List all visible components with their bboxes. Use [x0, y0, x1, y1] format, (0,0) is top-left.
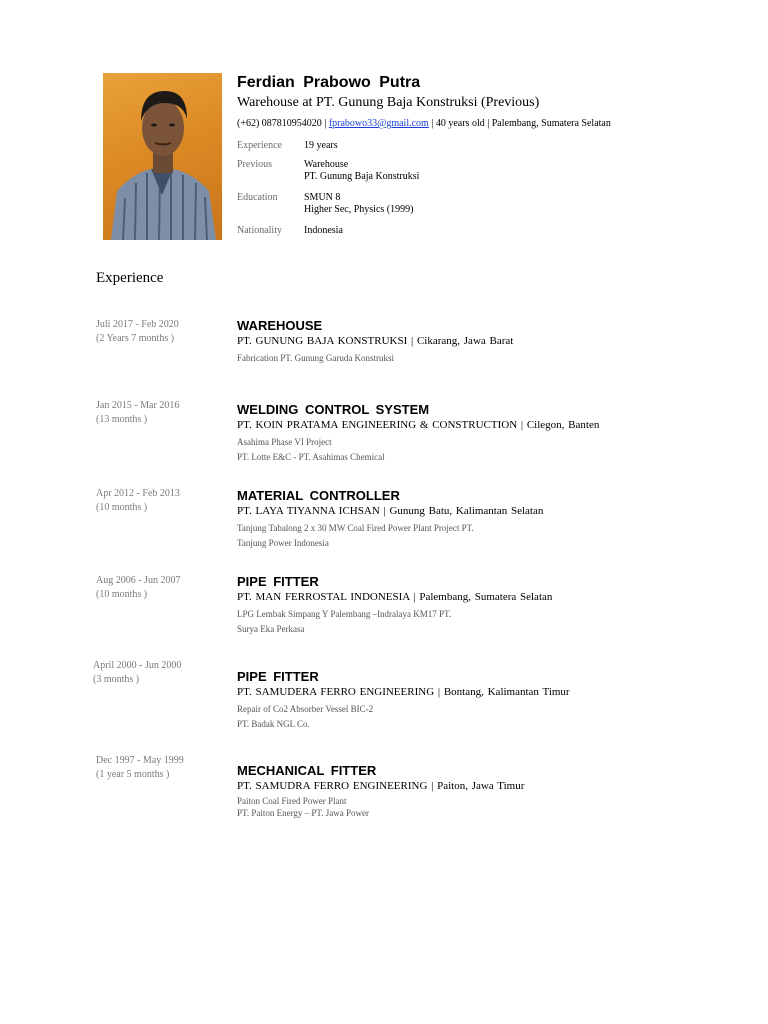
job-title: MATERIAL CONTROLLER	[237, 488, 400, 503]
job-title: PIPE FITTER	[237, 574, 319, 589]
job-entry	[0, 402, 768, 492]
education-label: Education	[237, 192, 278, 203]
job-description	[237, 795, 369, 819]
previous-value	[304, 159, 419, 183]
job-project: Asahima Phase VI Project	[237, 437, 332, 447]
job-dates: Juli 2017 - Feb 2020	[96, 319, 179, 330]
job-dates: Jan 2015 - Mar 2016	[96, 400, 180, 411]
job-project: Paiton Coal Fired Power Plant	[237, 796, 347, 806]
job-duration: (10 months )	[96, 589, 148, 600]
job-period	[96, 399, 179, 427]
contact-line	[237, 118, 611, 129]
job-description	[237, 351, 394, 366]
education-school: SMUN 8	[304, 192, 341, 203]
job-dates: Aug 2006 - Jun 2007	[96, 575, 181, 586]
job-company: PT. SAMUDERA FERRO ENGINEERING | Bontang, Kalimantan Timur	[237, 686, 570, 698]
job-duration: (2 Years 7 months )	[96, 333, 175, 344]
job-description	[237, 607, 451, 637]
job-client: Surya Eka Perkasa	[237, 624, 305, 634]
contact-details: | 40 years old | Palembang, Sumatera Selatan	[431, 118, 611, 129]
job-client: Tanjung Power Indonesia	[237, 538, 329, 548]
job-title: MECHANICAL FITTER	[237, 763, 377, 778]
previous-company: PT. Gunung Baja Konstruksi	[304, 171, 420, 182]
email-link[interactable]: fprabowo33@gmail.com	[328, 118, 429, 129]
job-dates: Dec 1997 - May 1999	[96, 755, 184, 766]
job-duration: (3 months )	[93, 674, 140, 685]
job-entry	[0, 488, 768, 578]
job-project: LPG Lembak Simpang Y Palembang –Indralaya KM17 PT.	[237, 609, 452, 619]
job-project: Fabrication PT. Gunung Garuda Konstruksi	[237, 353, 395, 363]
job-duration: (13 months )	[96, 414, 148, 425]
job-entry	[0, 660, 768, 759]
job-company: PT. GUNUNG BAJA KONSTRUKSI | Cikarang, Jawa Barat	[237, 335, 514, 347]
job-title: PIPE FITTER	[237, 669, 319, 684]
job-period	[96, 754, 184, 782]
job-entry	[0, 574, 768, 664]
job-description	[237, 521, 474, 551]
job-client: PT. Paiton Energy – PT. Jawa Power	[237, 808, 369, 818]
previous-label: Previous	[237, 159, 272, 170]
candidate-name: Ferdian Prabowo Putra	[237, 74, 421, 91]
job-period	[96, 574, 180, 602]
job-project: Tanjung Tabalong 2 x 30 MW Coal Fired Power Plant Project PT.	[237, 523, 474, 533]
previous-position: Warehouse	[304, 159, 349, 170]
job-period	[93, 659, 181, 687]
profile-photo	[103, 73, 222, 240]
job-period	[96, 318, 179, 346]
job-entry	[0, 755, 768, 853]
nationality-value: Indonesia	[304, 225, 343, 236]
candidate-headline: Warehouse at PT. Gunung Baja Konstruksi (Previous)	[237, 95, 540, 110]
job-period	[96, 487, 180, 515]
education-value	[304, 192, 413, 216]
experience-value: 19 years	[304, 140, 338, 151]
job-title: WAREHOUSE	[237, 318, 323, 333]
job-duration: (1 year 5 months )	[96, 769, 170, 780]
job-description	[237, 435, 385, 465]
job-description	[237, 702, 373, 732]
job-company: PT. MAN FERROSTAL INDONESIA | Palembang, Sumatera Selatan	[237, 591, 553, 603]
job-title: WELDING CONTROL SYSTEM	[237, 402, 430, 417]
job-client: PT. Lotte E&C - PT. Asahimas Chemical	[237, 452, 385, 462]
job-company: PT. KOIN PRATAMA ENGINEERING & CONSTRUCTION | Cilegon, Banten	[237, 419, 600, 431]
job-duration: (10 months )	[96, 502, 148, 513]
job-dates: April 2000 - Jun 2000	[93, 660, 182, 671]
job-company: PT. SAMUDRA FERRO ENGINEERING | Paiton, Jawa Timur	[237, 780, 525, 792]
job-project: Repair of Co2 Absorber Vessel BIC-2	[237, 704, 374, 714]
education-degree: Higher Sec, Physics (1999)	[304, 204, 414, 215]
job-dates: Apr 2012 - Feb 2013	[96, 488, 180, 499]
job-entry	[0, 318, 768, 408]
experience-label: Experience	[237, 140, 282, 151]
experience-section-title: Experience	[96, 270, 164, 286]
job-company: PT. LAYA TIYANNA ICHSAN | Gunung Batu, Kalimantan Selatan	[237, 505, 544, 517]
phone-number: (+62) 087810954020 |	[237, 118, 327, 129]
nationality-label: Nationality	[237, 225, 282, 236]
job-client: PT. Badak NGL Co.	[237, 719, 310, 729]
